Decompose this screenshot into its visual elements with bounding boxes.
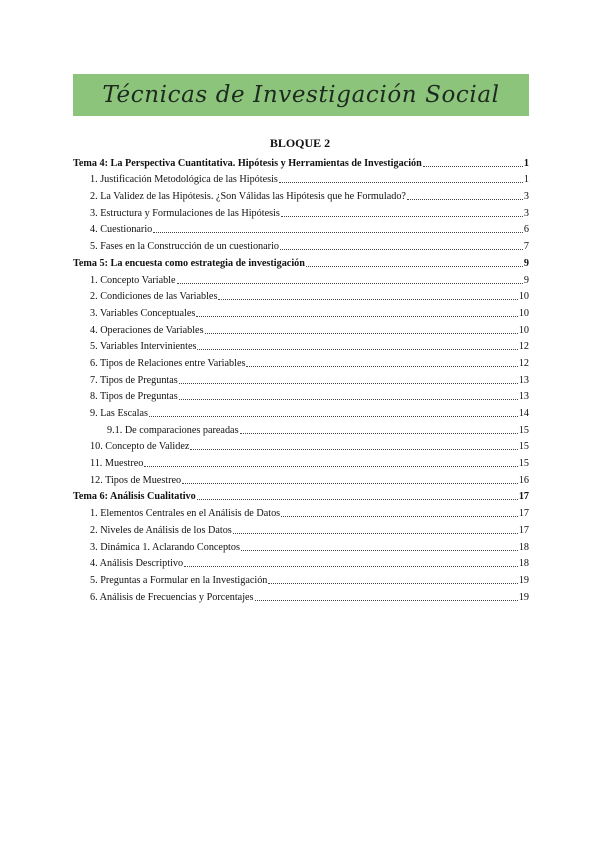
toc-entry[interactable]: [73, 287, 529, 304]
toc-entry-label: 5. Preguntas a Formular en la Investigación: [90, 574, 268, 586]
toc-dot-leader: [179, 398, 518, 400]
toc-entry-label: 5. Fases en la Construcción de un cuestionario: [90, 241, 279, 253]
toc-dot-leader: [268, 582, 517, 584]
toc-dot-leader: [190, 448, 517, 450]
section-heading: BLOQUE 2: [269, 136, 331, 150]
toc-entry[interactable]: [73, 403, 529, 420]
toc-entry-label: 7. Tipos de Preguntas: [90, 374, 178, 386]
toc-entry[interactable]: [73, 303, 529, 320]
toc-page-number: 7: [523, 241, 529, 253]
toc-entry[interactable]: [73, 503, 529, 520]
toc-entry[interactable]: [73, 587, 529, 604]
toc-entry-label: Tema 6: Análisis Cualitativo: [73, 491, 196, 503]
toc-dot-leader: [197, 498, 518, 500]
toc-page-number: 13: [518, 374, 529, 386]
toc-entry-label: 4. Operaciones de Variables: [90, 324, 204, 336]
toc-page-number: 17: [518, 508, 529, 520]
toc-entry[interactable]: [73, 470, 529, 487]
toc-entry-label: 4. Cuestionario: [90, 224, 153, 236]
toc-page-number: 17: [518, 524, 529, 536]
toc-page-number: 1: [523, 157, 529, 169]
toc-page-number: 16: [518, 474, 529, 486]
toc-dot-leader: [205, 332, 518, 334]
toc-dot-leader: [281, 515, 518, 517]
toc-entry[interactable]: [73, 453, 529, 470]
toc-dot-leader: [197, 348, 517, 350]
toc-page-number: 10: [518, 291, 529, 303]
toc-dot-leader: [144, 465, 517, 467]
toc-entry[interactable]: [73, 353, 529, 370]
toc-entry[interactable]: [73, 203, 529, 220]
toc-entry-label: 1. Elementos Centrales en el Análisis de Datos: [90, 508, 281, 520]
toc-dot-leader: [240, 432, 518, 434]
toc-entry[interactable]: [73, 337, 529, 354]
toc-entry-label: 5. Variables Intervinientes: [90, 341, 197, 353]
toc-page-number: 3: [523, 191, 529, 203]
toc-dot-leader: [407, 198, 523, 200]
toc-dot-leader: [233, 532, 518, 534]
toc-dot-leader: [149, 415, 518, 417]
toc-page-number: 1: [523, 174, 529, 186]
toc-entry[interactable]: [73, 570, 529, 587]
toc-entry[interactable]: [73, 420, 529, 437]
toc-dot-leader: [281, 215, 523, 217]
toc-entry-label: 3. Estructura y Formulaciones de las Hipótesis: [90, 207, 280, 219]
toc-page-number: 10: [518, 307, 529, 319]
toc-entry-label: 1. Concepto Variable: [90, 274, 176, 286]
toc-dot-leader: [153, 231, 523, 233]
toc-dot-leader: [423, 165, 523, 167]
toc-dot-leader: [184, 565, 518, 567]
toc-entry[interactable]: [73, 554, 529, 571]
toc-page-number: 14: [518, 408, 529, 419]
toc-entry[interactable]: [73, 270, 529, 287]
toc-entry-label: 3. Dinámica 1. Aclarando Conceptos: [90, 541, 240, 553]
toc-entry[interactable]: [73, 387, 529, 404]
toc-page-number: 3: [523, 207, 529, 219]
toc-dot-leader: [255, 599, 518, 601]
toc-entry-label: 2. Niveles de Análisis de los Datos: [90, 524, 232, 536]
toc-entry-label: 9.1. De comparaciones pareadas: [107, 424, 239, 436]
toc-dot-leader: [246, 365, 517, 367]
toc-chapter-entry[interactable]: [73, 253, 529, 270]
toc-entry[interactable]: [73, 220, 529, 237]
toc-entry-label: 6. Tipos de Relaciones entre Variables: [90, 357, 246, 369]
toc-page-number: 17: [518, 491, 529, 503]
toc-dot-leader: [179, 382, 518, 384]
toc-page-number: 12: [518, 341, 529, 353]
toc-page-number: 9: [523, 257, 529, 269]
title-banner: [73, 74, 529, 116]
toc-entry[interactable]: [73, 520, 529, 537]
toc-dot-leader: [196, 315, 517, 317]
toc-entry-label: 11. Muestreo: [90, 458, 144, 470]
toc-dot-leader: [182, 482, 518, 484]
toc-page-number: 13: [518, 391, 529, 403]
toc-page-number: 19: [518, 591, 529, 603]
toc-chapter-entry[interactable]: [73, 153, 529, 170]
toc-dot-leader: [280, 248, 523, 250]
toc-page-number: 10: [518, 324, 529, 336]
toc-entry-label: 6. Análisis de Frecuencias y Porcentajes: [90, 591, 254, 603]
toc-dot-leader: [177, 282, 523, 284]
toc-entry[interactable]: [73, 236, 529, 253]
table-of-contents: [73, 153, 529, 604]
toc-page-number: 9: [523, 274, 529, 286]
toc-entry-label: 4. Análisis Descriptivo: [90, 558, 184, 570]
toc-dot-leader: [218, 298, 517, 300]
toc-entry-label: 2. Condiciones de las Variables: [90, 291, 218, 303]
toc-entry-label: 3. Variables Conceptuales: [90, 307, 196, 319]
toc-page-number: 12: [518, 357, 529, 369]
toc-entry-label: 2. La Validez de las Hipótesis. ¿Son Válidas las Hipótesis que he Formulado?: [90, 191, 406, 203]
toc-entry-label: 10. Concepto de Validez: [90, 441, 190, 453]
toc-page-number: 19: [518, 574, 529, 586]
toc-entry-label: 12. Tipos de Muestreo: [90, 474, 182, 486]
toc-entry-label: 9. Las Escalas: [90, 408, 148, 419]
toc-entry[interactable]: [73, 186, 529, 203]
toc-entry[interactable]: [73, 170, 529, 187]
toc-entry[interactable]: [73, 537, 529, 554]
toc-page-number: 18: [518, 558, 529, 570]
toc-entry-label: Tema 4: La Perspectiva Cuantitativa. Hipótesis y Herramientas de Investigación: [73, 157, 422, 169]
toc-page-number: 15: [518, 458, 529, 470]
toc-page-number: 15: [518, 441, 529, 453]
toc-chapter-entry[interactable]: [73, 487, 529, 504]
toc-page-number: 18: [518, 541, 529, 553]
toc-entry-label: Tema 5: La encuesta como estrategia de investigación: [73, 257, 305, 269]
toc-page-number: 15: [518, 424, 529, 436]
toc-entry[interactable]: [73, 320, 529, 337]
toc-dot-leader: [279, 181, 523, 183]
toc-entry-label: 1. Justificación Metodológica de las Hipótesis: [90, 174, 278, 186]
document-title: Técnicas de Investigación Social: [102, 82, 500, 108]
toc-entry[interactable]: [73, 437, 529, 454]
toc-dot-leader: [241, 549, 518, 551]
toc-entry[interactable]: [73, 370, 529, 387]
toc-entry-label: 8. Tipos de Preguntas: [90, 391, 178, 403]
toc-page-number: 6: [523, 224, 529, 236]
toc-dot-leader: [306, 265, 523, 267]
